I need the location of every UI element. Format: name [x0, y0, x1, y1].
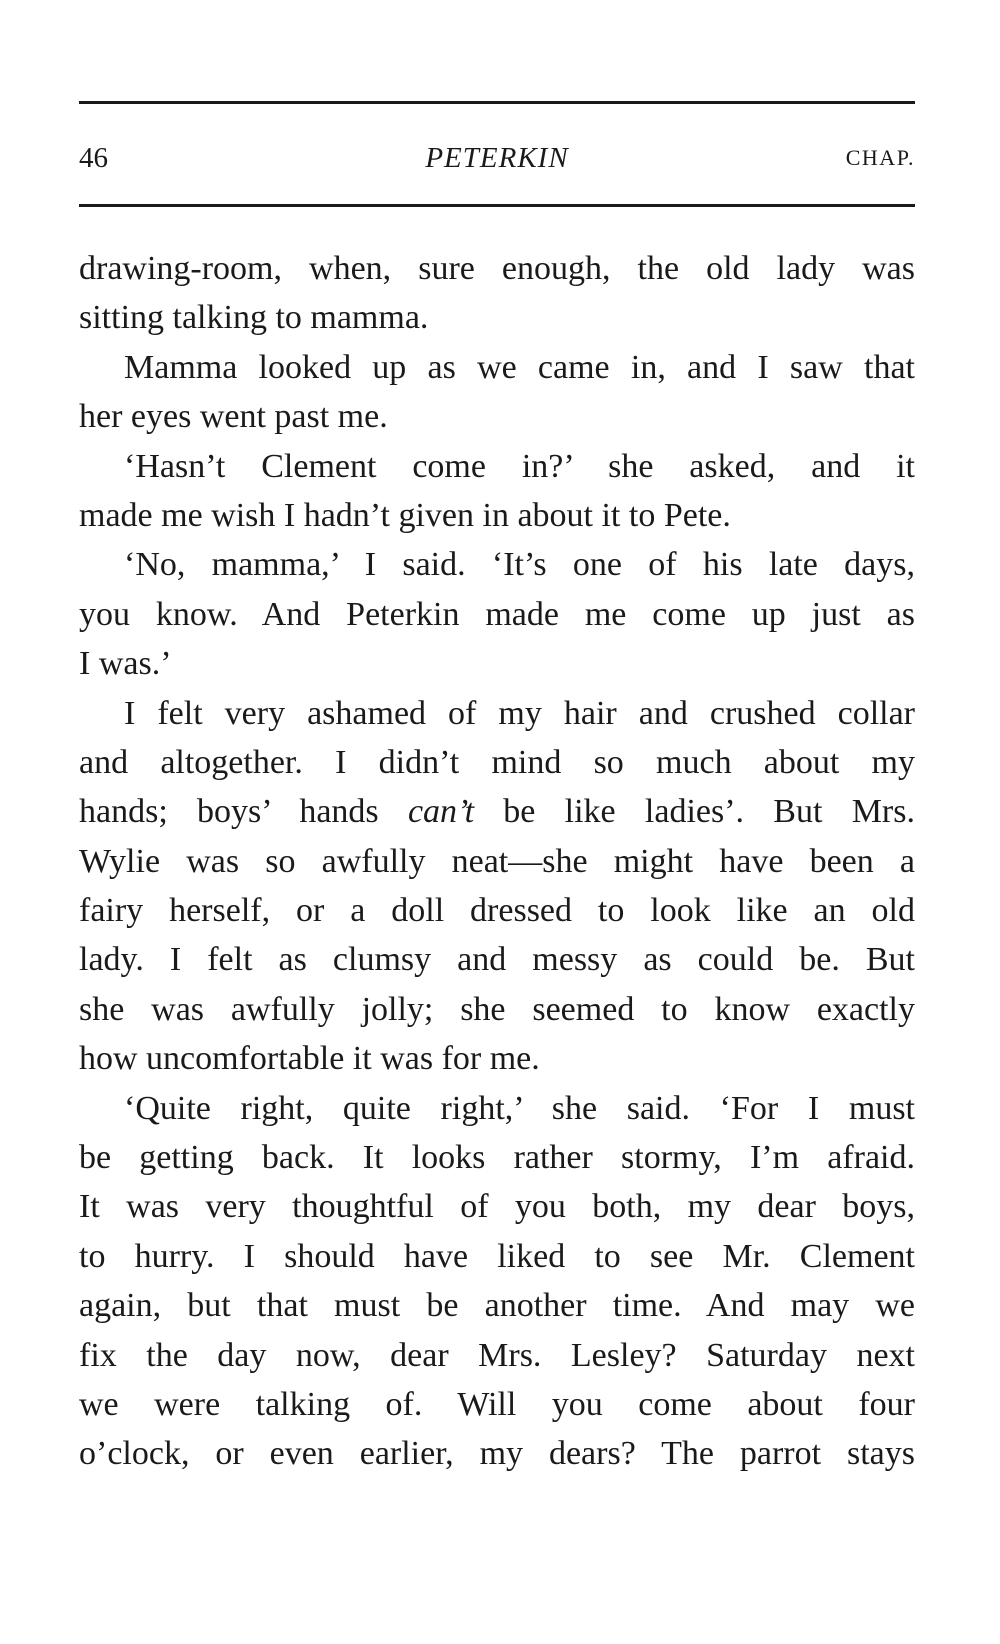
text-line: how uncomfortable it was for me. — [79, 1040, 540, 1078]
text-line: sitting talking to mamma. — [79, 299, 429, 337]
running-head-title: PETERKIN — [425, 142, 569, 174]
header-top-rule — [79, 101, 915, 104]
page-number: 46 — [79, 142, 108, 174]
body-text — [79, 244, 915, 1479]
text-line: It was very thoughtful of you both, my dear boys, — [79, 1188, 915, 1226]
text-line: again, but that must be another time. And may we — [79, 1287, 915, 1325]
text-line: we were talking of. Will you come about four — [79, 1385, 915, 1423]
text-line: be getting back. It looks rather stormy, I’m afraid. — [79, 1139, 915, 1177]
text-line: fairy herself, or a doll dressed to look like an old — [79, 892, 915, 930]
text-line: ‘Quite right, quite right,’ she said. ‘For I must — [124, 1089, 915, 1127]
running-header — [79, 138, 915, 178]
emphasized-word: can’t — [407, 793, 475, 831]
text-line: fix the day now, dear Mrs. Lesley? Saturday next — [79, 1336, 915, 1374]
text-line: ‘No, mamma,’ I said. ‘It’s one of his late days, — [124, 546, 915, 584]
text-line: and altogether. I didn’t mind so much about my — [79, 743, 915, 781]
chapter-abbreviation: CHAP. — [845, 145, 915, 170]
text-line: I felt very ashamed of my hair and crushed collar — [124, 694, 915, 732]
text-line: o’clock, or even earlier, my dears? The parrot stays — [79, 1435, 915, 1473]
text-line: Mamma looked up as we came in, and I saw that — [124, 348, 915, 386]
text-line: lady. I felt as clumsy and messy as could be. But — [79, 941, 915, 979]
text-line: drawing-room, when, sure enough, the old lady was — [79, 250, 915, 287]
text-line: Wylie was so awfully neat—she might have been a — [79, 842, 915, 880]
text-line: I was.’ — [79, 645, 172, 683]
header-bottom-rule — [79, 204, 915, 207]
text-line: you know. And Peterkin made me come up just as — [79, 595, 915, 633]
text-line: to hurry. I should have liked to see Mr. Clement — [79, 1237, 915, 1275]
text-line: made me wish I hadn’t given in about it to Pete. — [79, 496, 731, 534]
text-line: ‘Hasn’t Clement come in?’ she asked, and it — [124, 447, 915, 485]
text-line: her eyes went past me. — [79, 398, 388, 436]
text-line: she was awfully jolly; she seemed to know exactly — [79, 990, 915, 1028]
text-line: hands; boys’ hands can’t be like ladies’. But Mrs. — [79, 793, 915, 831]
